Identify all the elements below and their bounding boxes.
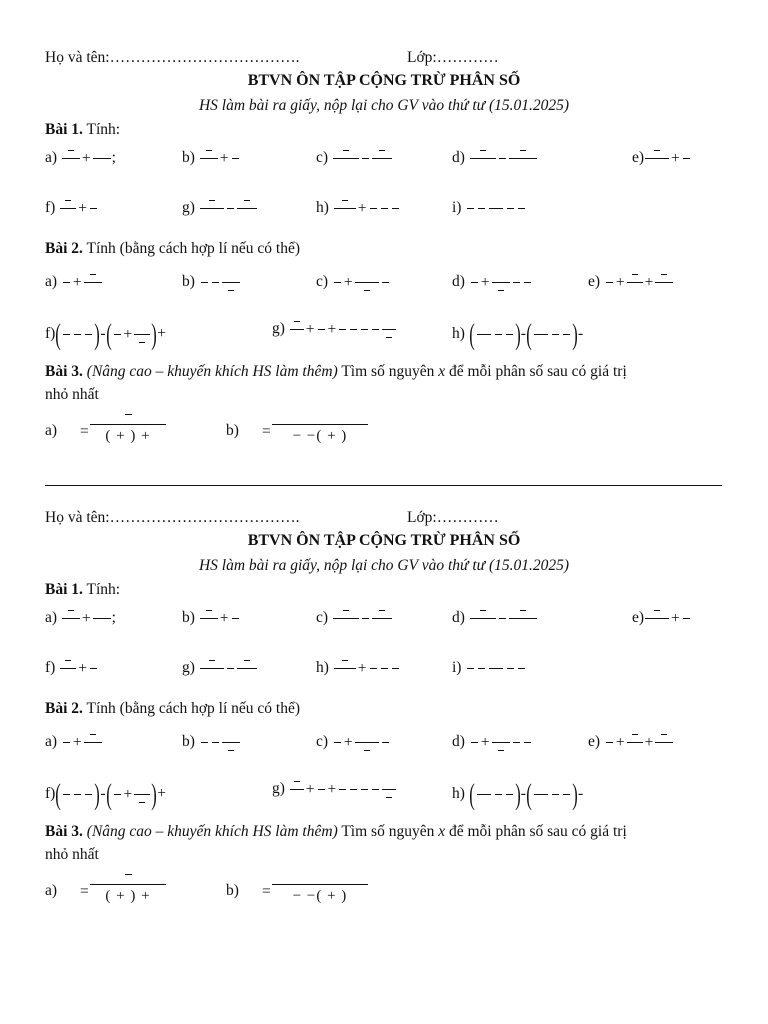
exercise-3b-label: b) [226,882,239,899]
exercise-3b-label: b) [226,422,239,439]
equals-sign: = [262,423,271,440]
exercise-1a: a) + ; [45,609,116,627]
worksheet-title: BTVN ÔN TẬP CỘNG TRỪ PHÂN SỐ [247,532,521,549]
exercise-3b-fraction: − −( + ) [272,412,368,445]
exercise-2e: e) + + [588,274,674,291]
equals-sign: = [80,423,89,440]
exercise-2g: g) + + [272,781,397,798]
exercise-2g: g) + + [272,321,397,338]
equals-sign: = [80,883,89,900]
exercise-1c: c) [316,610,393,627]
exercise-1-heading: Bài 1. Tính: [45,581,121,598]
class-field-label: Lớp:………… [407,509,499,526]
exercise-1c: c) [316,150,393,167]
exercise-2h: h) ( )-( )- [452,778,584,811]
exercise-1f: f) + [45,200,99,217]
exercise-1b: b) + [182,150,241,167]
exercise-2b: b) [182,274,241,291]
exercise-1i: i) [452,660,527,676]
exercise-2h: h) ( )-( )- [452,318,584,351]
exercise-3a-label: a) [45,882,58,899]
exercise-2-heading: Bài 2. Tính (bằng cách hợp lí nếu có thể) [45,240,301,257]
worksheet-top [0,40,768,510]
exercise-1f: f) + [45,660,99,677]
exercise-2f: f)( )-( + )+ [45,318,166,351]
exercise-3a-fraction: ( + ) + [90,872,166,905]
exercise-1h: h) + [316,660,401,677]
exercise-3a-fraction: ( + ) + [90,412,166,445]
exercise-2b: b) [182,734,241,751]
exercise-2d: d) + [452,274,533,291]
exercise-2c: c) + [316,734,391,751]
exercise-1h: h) + [316,200,401,217]
exercise-3-heading-cont: nhỏ nhất [45,386,99,403]
exercise-3-heading: Bài 3. (Nâng cao – khuyến khích HS làm thêm) Tìm số nguyên x để mỗi phân số sau có giá trị [45,823,627,840]
equals-sign: = [262,883,271,900]
exercise-3b-fraction: − −( + ) [272,872,368,905]
exercise-3-heading-cont: nhỏ nhất [45,846,99,863]
exercise-3-heading: Bài 3. (Nâng cao – khuyến khích HS làm thêm) Tìm số nguyên x để mỗi phân số sau có giá trị [45,363,627,380]
worksheet-title: BTVN ÔN TẬP CỘNG TRỪ PHÂN SỐ [247,72,521,89]
exercise-2a: a) + [45,274,103,291]
exercise-1e: e) + [632,150,692,167]
exercise-1-heading: Bài 1. Tính: [45,121,121,138]
exercise-3a-label: a) [45,422,58,439]
exercise-1a: a) + ; [45,149,116,167]
exercise-2e: e) + + [588,734,674,751]
exercise-1d: d) [452,150,538,167]
class-field-label: Lớp:………… [407,49,499,66]
name-field-label: Họ và tên:………………………………. [45,49,300,66]
exercise-1g: g) [182,660,258,677]
exercise-1e: e) + [632,610,692,627]
exercise-1d: d) [452,610,538,627]
exercise-2f: f)( )-( + )+ [45,778,166,811]
worksheet-subtitle: HS làm bài ra giấy, nộp lại cho GV vào thứ tư (15.01.2025) [198,557,570,574]
exercise-2c: c) + [316,274,391,291]
exercise-2d: d) + [452,734,533,751]
exercise-1i: i) [452,200,527,216]
exercise-2a: a) + [45,734,103,751]
page-divider [45,485,722,486]
worksheet-subtitle: HS làm bài ra giấy, nộp lại cho GV vào thứ tư (15.01.2025) [198,97,570,114]
exercise-1g: g) [182,200,258,217]
worksheet-bottom [0,500,768,970]
name-field-label: Họ và tên:………………………………. [45,509,300,526]
exercise-2-heading: Bài 2. Tính (bằng cách hợp lí nếu có thể) [45,700,301,717]
exercise-1b: b) + [182,610,241,627]
